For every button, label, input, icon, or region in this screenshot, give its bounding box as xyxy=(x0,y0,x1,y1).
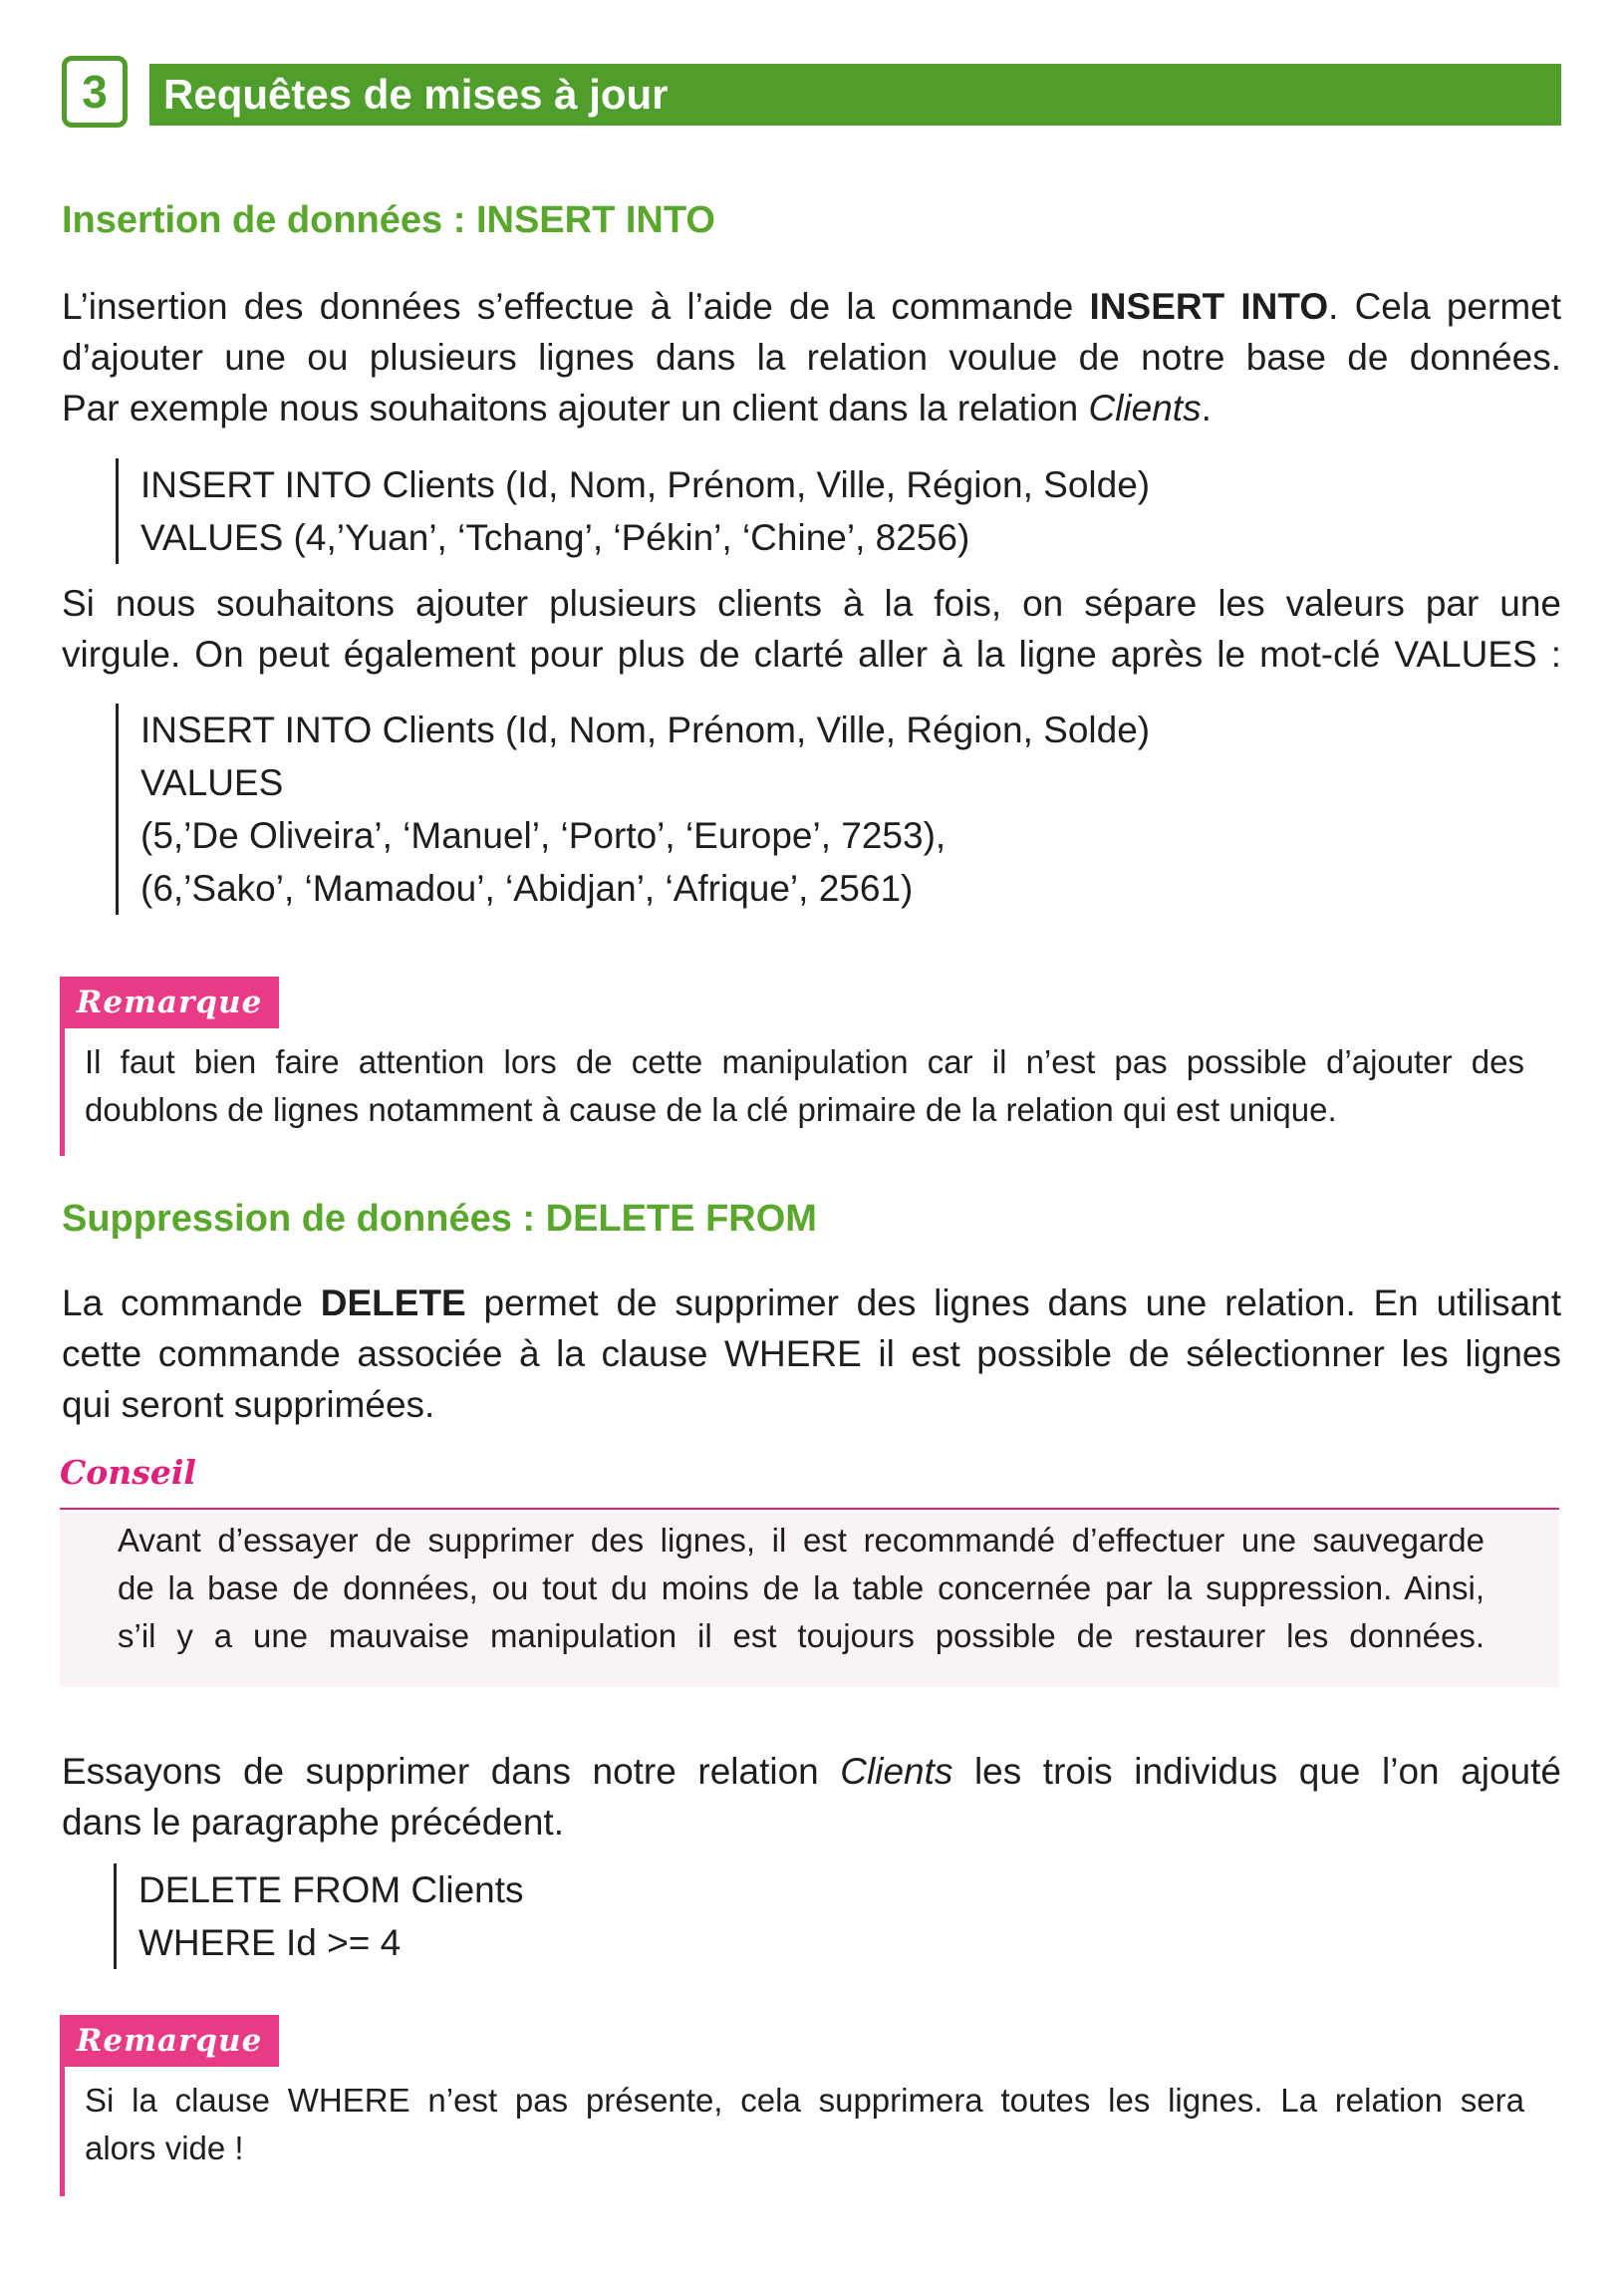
insert-keyword: INSERT INTO xyxy=(1089,286,1329,327)
delete-intro-line-3: qui seront supprimées. xyxy=(62,1384,435,1425)
tip-line-2: de la base de données, ou tout du moins de la table concernée par la suppression. Ainsi, xyxy=(118,1569,1485,1606)
tip-body xyxy=(118,1517,1485,1660)
tip-divider xyxy=(60,1508,1559,1510)
remark-line-1: Si la clause WHERE n’est pas présente, cela supprimera toutes les lignes. La relation sera xyxy=(85,2082,1524,2119)
clients-relation: Clients xyxy=(1088,388,1202,428)
delete-intro-line-2: cette commande associée à la clause WHERE il est possible de sélectionner les lignes xyxy=(62,1333,1561,1374)
clients-relation: Clients xyxy=(840,1751,953,1792)
code-line: VALUES xyxy=(140,762,284,803)
delete-example-text xyxy=(62,1746,1561,1848)
tip-label: Conseil xyxy=(60,1453,196,1492)
insert-intro xyxy=(62,281,1561,433)
code-line: VALUES (4,’Yuan’, ‘Tchang’, ‘Pékin’, ‘Chine’, 8256) xyxy=(140,517,970,558)
tip-line-1: Avant d’essayer de supprimer des lignes, il est recommandé d’effectuer une sauvegarde xyxy=(118,1522,1485,1559)
insert-multi-line-2: virgule. On peut également pour plus de clarté aller à la ligne après le mot-clé VALUES : xyxy=(62,634,1561,675)
insert-multi-line-1: Si nous souhaitons ajouter plusieurs clients à la fois, on sépare les valeurs par une xyxy=(62,583,1561,624)
insert-code-multi xyxy=(116,704,1150,915)
delete-example-line-1: Essayons de supprimer dans notre relation Clients les trois individus que l’on ajouté xyxy=(62,1751,1561,1792)
remark-label: Remarque xyxy=(60,2015,279,2067)
insert-intro-line-1: L’insertion des données s’effectue à l’aide de la commande INSERT INTO. Cela permet xyxy=(62,286,1562,327)
insert-code-single xyxy=(116,458,1150,564)
section-header xyxy=(62,56,1561,132)
code-line: (5,’De Oliveira’, ‘Manuel’, ‘Porto’, ‘Europe’, 7253), xyxy=(140,815,947,856)
remark-line-2: alors vide ! xyxy=(85,2130,244,2166)
code-line: DELETE FROM Clients xyxy=(138,1869,524,1910)
delete-code xyxy=(114,1863,524,1969)
code-line: INSERT INTO Clients (Id, Nom, Prénom, Ville, Région, Solde) xyxy=(140,710,1151,750)
delete-example-line-2: dans le paragraphe précédent. xyxy=(62,1802,564,1843)
remark-line-1: Il faut bien faire attention lors de cette manipulation car il n’est pas possible d’ajouter des xyxy=(85,1043,1524,1080)
insert-multi-text xyxy=(62,578,1561,680)
delete-intro-line-1: La commande DELETE permet de supprimer des lignes dans une relation. En utilisant xyxy=(62,1282,1561,1323)
code-line: (6,’Sako’, ‘Mamadou’, ‘Abidjan’, ‘Afrique’, 2561) xyxy=(140,868,914,909)
code-line: WHERE Id >= 4 xyxy=(138,1922,402,1963)
insert-intro-line-2: d’ajouter une ou plusieurs lignes dans la relation voulue de notre base de données. xyxy=(62,337,1561,378)
insert-intro-line-3: Par exemple nous souhaitons ajouter un client dans la relation Clients. xyxy=(62,388,1212,428)
remark-body xyxy=(60,1028,1524,1156)
remark-body xyxy=(60,2067,1524,2196)
delete-keyword: DELETE xyxy=(320,1282,466,1323)
section-title: Requêtes de mises à jour xyxy=(149,64,1561,126)
remark-label: Remarque xyxy=(60,977,279,1028)
tip-line-3: s’il y a une mauvaise manipulation il est toujours possible de restaurer les données. xyxy=(118,1617,1485,1654)
delete-intro xyxy=(62,1278,1561,1430)
code-line: INSERT INTO Clients (Id, Nom, Prénom, Ville, Région, Solde) xyxy=(140,464,1151,505)
section-number: 3 xyxy=(62,56,128,128)
insert-heading: Insertion de données : INSERT INTO xyxy=(62,199,715,241)
remark-line-2: doublons de lignes notamment à cause de la clé primaire de la relation qui est unique. xyxy=(85,1091,1337,1128)
delete-heading: Suppression de données : DELETE FROM xyxy=(62,1198,817,1240)
